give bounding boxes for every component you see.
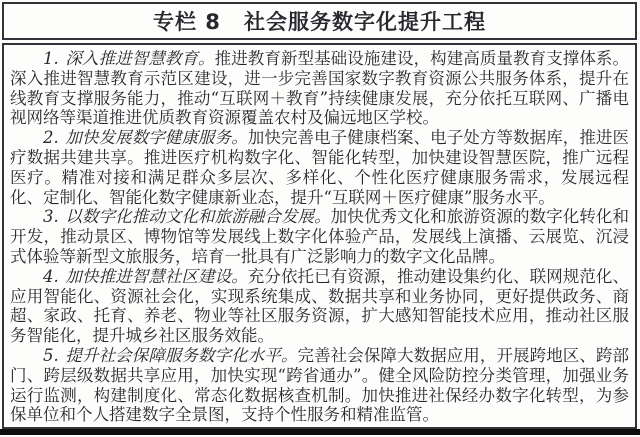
paragraph-number: 1. [43,49,59,68]
page-bottom-rule [0,429,640,435]
paragraph-lead: 提升社会保障服务数字化水平。 [65,345,298,365]
paragraph-number: 2. [43,128,59,148]
paragraph-body: 完善社会保障大数据应用，开展跨地区、跨部门、跨层级数据共享应用，加快实现“跨省通办”。健全风险防控分类管理，加强业务运行监测，构建制度化、常态化数据核查机制。加快推进社保经办数字化转型，为参保单位和个人搭建数字全景图，支持个性服务和精准监管。 [10,345,629,425]
paragraph-number: 5. [43,345,59,365]
paragraph-body: 加快完善电子健康档案、电子处方等数据库，推进医疗数据共建共享。推进医疗机构数字化、智能化转型，加快建设智慧医院，推广远程医疗。精准对接和满足群众多层次、多样化、个性化医疗健康服务需求，发展远程化、定制化、智能化数字健康新业态，提升“互联网＋医疗健康”服务水平。 [10,128,629,207]
paragraph-lead: 加快推进智慧社区建设。 [65,266,248,286]
policy-paragraph-1 [10,49,629,128]
policy-paragraph-5 [10,346,629,425]
paragraph-body: 充分依托已有资源，推动建设集约化、联网规范化、应用智能化、资源社会化，实现系统集成、数据共享和业务协同，更好提供政务、商超、家政、托育、养老、物业等社区服务资源，扩大感知智能技术应用，推动社区服务智能化，提升城乡社区服务效能。 [10,266,629,346]
paragraph-number: 3. [43,207,59,227]
paragraph-body: 加快优秀文化和旅游资源的数字化转化和开发，推动景区、博物馆等发展线上数字化体验产品，发展线上演播、云展览、沉浸式体验等新型文旅服务，培育一批具有广泛影响力的数字文化品牌。 [10,207,629,266]
paragraph-lead: 深入推进智慧教育。 [65,49,215,68]
panel-body-box [2,43,637,429]
paragraph-lead: 以数字化推动文化和旅游融合发展。 [65,207,331,227]
policy-paragraph-4 [10,267,629,346]
paragraph-lead: 加快发展数字健康服务。 [65,128,248,148]
policy-paragraph-3 [10,207,629,266]
panel-title-box [2,2,637,40]
panel-title: 社会服务数字化提升工程 [244,10,487,34]
paragraph-number: 4. [43,266,59,286]
policy-paragraph-2 [10,128,629,207]
panel-title-prefix: 专栏 8 [152,10,221,34]
paragraph-body: 推进教育新型基础设施建设，构建高质量教育支撑体系。深入推进智慧教育示范区建设，进一步完善国家数字教育资源公共服务体系，提升在线教育支撑服务能力，推动“互联网＋教育”持续健康发展，充分依托互联网、广播电视网络等渠道推进优质教育资源覆盖农村及偏远地区学校。 [10,49,629,128]
